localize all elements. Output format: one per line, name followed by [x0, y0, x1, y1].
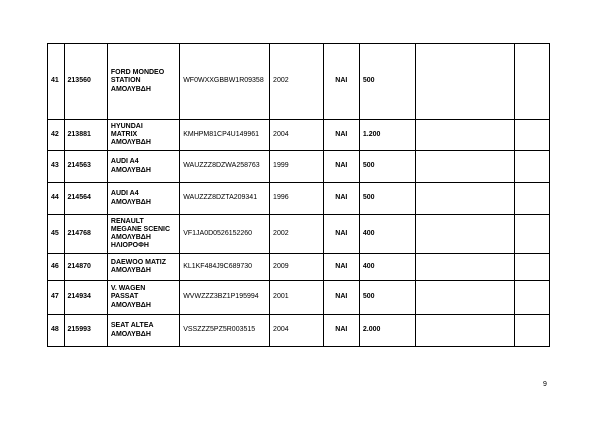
empty-cell [514, 151, 549, 183]
chassis-number: KMHPM81CP4U149961 [180, 120, 270, 151]
year: 1999 [270, 151, 324, 183]
description-line: ΑΜΟΛΥΒΔΗ [110, 234, 151, 241]
description-line: DAEWOO MATIZ [110, 258, 166, 266]
chassis-number: WVWZZZ3BZ1P195994 [180, 281, 270, 315]
description-line: MATRIX [110, 130, 138, 138]
year: 2004 [270, 120, 324, 151]
year: 2002 [270, 44, 324, 120]
year: 2004 [270, 315, 324, 347]
empty-cell [514, 120, 549, 151]
table-row [48, 254, 550, 281]
vehicle-description [107, 183, 179, 215]
chassis-number: VF1JA0D0526152260 [180, 215, 270, 254]
row-number: 45 [48, 215, 65, 254]
yes-flag: ΝΑΙ [323, 254, 359, 281]
table-row [48, 183, 550, 215]
description-line: STATION [110, 77, 141, 85]
empty-cell [415, 183, 514, 215]
table-row [48, 215, 550, 254]
vehicle-description [107, 254, 179, 281]
description-line: ΑΜΟΛΥΒΔΗ [110, 198, 151, 206]
page-number: 9 [543, 381, 547, 388]
description-line: ΑΜΟΛΥΒΔΗ [110, 267, 151, 274]
empty-cell [415, 254, 514, 281]
chassis-number: WAUZZZ8DZWA258763 [180, 151, 270, 183]
row-number: 43 [48, 151, 65, 183]
yes-flag: ΝΑΙ [323, 281, 359, 315]
amount: 500 [359, 183, 415, 215]
vehicle-description [107, 215, 179, 254]
description-line: PASSAT [110, 293, 139, 301]
table-row [48, 151, 550, 183]
amount: 500 [359, 281, 415, 315]
year: 2001 [270, 281, 324, 315]
description-line: ΗΛΙΟΡΟΦΗ [110, 242, 149, 250]
row-number: 47 [48, 281, 65, 315]
item-code: 215993 [64, 315, 107, 347]
year: 2009 [270, 254, 324, 281]
year: 2002 [270, 215, 324, 254]
year: 1996 [270, 183, 324, 215]
table-row [48, 315, 550, 347]
amount: 400 [359, 215, 415, 254]
empty-cell [415, 120, 514, 151]
empty-cell [415, 215, 514, 254]
description-line: ΑΜΟΛΥΒΔΗ [110, 139, 151, 147]
yes-flag: ΝΑΙ [323, 120, 359, 151]
row-number: 48 [48, 315, 65, 347]
empty-cell [514, 44, 549, 120]
empty-cell [514, 281, 549, 315]
vehicle-description [107, 120, 179, 151]
vehicle-description [107, 315, 179, 347]
chassis-number: VSSZZZ5PZ5R003515 [180, 315, 270, 347]
chassis-number: KL1KF484J9C689730 [180, 254, 270, 281]
description-line: MEGANE SCENIC [110, 225, 171, 233]
row-number: 44 [48, 183, 65, 215]
amount: 2.000 [359, 315, 415, 347]
yes-flag: ΝΑΙ [323, 44, 359, 120]
item-code: 214564 [64, 183, 107, 215]
description-line: ΑΜΟΛΥΒΔΗ [110, 330, 151, 338]
description-line: SEAT ALTEA [110, 322, 154, 330]
row-number: 46 [48, 254, 65, 281]
table-row [48, 281, 550, 315]
empty-cell [514, 315, 549, 347]
empty-cell [415, 281, 514, 315]
row-number: 42 [48, 120, 65, 151]
yes-flag: ΝΑΙ [323, 183, 359, 215]
description-line: FORD MONDEO [110, 69, 165, 77]
vehicle-table [47, 43, 550, 347]
description-line: RENAULT [110, 217, 144, 225]
yes-flag: ΝΑΙ [323, 315, 359, 347]
empty-cell [514, 183, 549, 215]
yes-flag: ΝΑΙ [323, 151, 359, 183]
amount: 400 [359, 254, 415, 281]
row-number: 41 [48, 44, 65, 120]
amount: 1.200 [359, 120, 415, 151]
item-code: 213560 [64, 44, 107, 120]
amount: 500 [359, 151, 415, 183]
description-line: AUDI A4 [110, 158, 139, 166]
item-code: 214870 [64, 254, 107, 281]
empty-cell [514, 254, 549, 281]
vehicle-description [107, 281, 179, 315]
empty-cell [415, 315, 514, 347]
description-line: ΑΜΟΛΥΒΔΗ [110, 85, 151, 93]
item-code: 214563 [64, 151, 107, 183]
yes-flag: ΝΑΙ [323, 215, 359, 254]
empty-cell [415, 44, 514, 120]
amount: 500 [359, 44, 415, 120]
description-line: V. WAGEN [110, 285, 146, 293]
table-row [48, 44, 550, 120]
description-line: ΑΜΟΛΥΒΔΗ [110, 166, 151, 174]
description-line: HYUNDAI [110, 122, 143, 130]
description-line: ΑΜΟΛΥΒΔΗ [110, 301, 151, 309]
empty-cell [514, 215, 549, 254]
item-code: 214768 [64, 215, 107, 254]
description-line: AUDI A4 [110, 190, 139, 198]
item-code: 213881 [64, 120, 107, 151]
chassis-number: WF0WXXGBBW1R09358 [180, 44, 270, 120]
table-row [48, 120, 550, 151]
chassis-number: WAUZZZ8DZTA209341 [180, 183, 270, 215]
vehicle-description [107, 151, 179, 183]
item-code: 214934 [64, 281, 107, 315]
empty-cell [415, 151, 514, 183]
vehicle-description [107, 44, 179, 120]
